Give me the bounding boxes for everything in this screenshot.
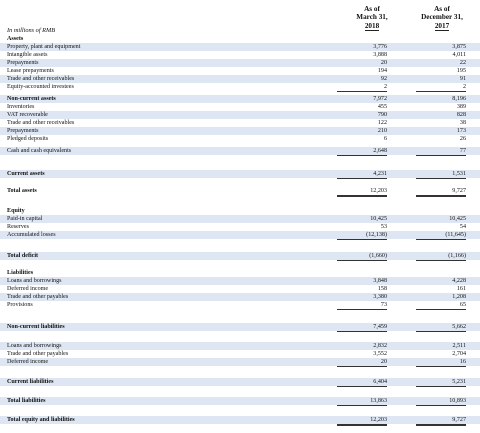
value-december-2017: 22: [459, 60, 466, 66]
row-label: Trade and other receivables: [7, 76, 75, 82]
value-march-2018: (1,660): [337, 252, 387, 261]
value-december-2017: 77: [416, 147, 466, 156]
value-december-2017: 4,011: [452, 52, 466, 58]
value-march-2018: 73: [337, 301, 387, 310]
table-row: [0, 342, 480, 350]
col2-line3: 2017: [434, 21, 450, 30]
row-label: Cash and cash equivalents: [7, 148, 72, 154]
table-row: [0, 59, 480, 67]
table-row: [0, 223, 480, 231]
value-march-2018: 3,380: [373, 294, 387, 300]
table-row: [0, 67, 480, 75]
row-label: Current assets: [7, 171, 45, 177]
value-march-2018: 158: [377, 286, 387, 292]
row-label: Intangible assets: [7, 52, 48, 58]
row-label: Loans and borrowings: [7, 343, 62, 349]
row-label: Liabilities: [7, 270, 34, 276]
value-december-2017: 195: [456, 68, 466, 74]
table-row: [0, 187, 480, 195]
table-row: [0, 293, 480, 301]
value-december-2017: (11,645): [416, 231, 466, 240]
value-march-2018: 3,776: [373, 44, 387, 50]
value-december-2017: 16: [416, 358, 466, 367]
value-march-2018: 4,231: [337, 170, 387, 179]
table-row: [0, 378, 480, 386]
value-march-2018: 12,203: [337, 416, 387, 426]
table-row: [0, 83, 480, 91]
value-march-2018: 2: [337, 83, 387, 92]
row-label: Trade and other payables: [7, 294, 69, 300]
row-label: Current liabilities: [7, 379, 54, 385]
row-label: Trade and other payables: [7, 351, 69, 357]
row-label: Equity-accounted investees: [7, 84, 74, 90]
row-label: Prepayments: [7, 128, 39, 134]
table-row: [0, 75, 480, 83]
value-december-2017: 9,727: [416, 187, 466, 197]
col2-line2: December 31,: [421, 13, 463, 22]
row-label: Deferred income: [7, 359, 49, 365]
value-march-2018: 20: [337, 358, 387, 367]
value-december-2017: 1,208: [452, 294, 466, 300]
value-december-2017: 26: [459, 136, 466, 142]
value-december-2017: 10,893: [416, 397, 466, 406]
table-row: [0, 207, 480, 215]
value-march-2018: 455: [377, 104, 387, 110]
col1-line3: 2018: [364, 21, 380, 30]
value-march-2018: 2,832: [373, 343, 387, 349]
table-row: [0, 269, 480, 277]
col1-line2: March 31,: [356, 13, 388, 22]
row-label: VAT recoverable: [7, 112, 48, 118]
value-march-2018: 7,972: [373, 96, 387, 102]
value-march-2018: 6,404: [337, 378, 387, 387]
row-label: Total equity and liabilities: [7, 417, 75, 423]
table-row: [0, 147, 480, 155]
value-december-2017: 4,228: [452, 278, 466, 284]
row-label: Deferred income: [7, 286, 49, 292]
table-row: [0, 397, 480, 405]
row-label: Paid-in capital: [7, 216, 43, 222]
value-december-2017: 2: [416, 83, 466, 92]
value-december-2017: 173: [456, 128, 466, 134]
value-december-2017: 3,875: [452, 44, 466, 50]
value-march-2018: 194: [377, 68, 387, 74]
table-row: [0, 285, 480, 293]
table-row: [0, 252, 480, 260]
value-december-2017: 1,531: [416, 170, 466, 179]
table-row: [0, 111, 480, 119]
value-march-2018: 53: [380, 224, 387, 230]
col1-line1: As of: [364, 5, 380, 13]
table-row: [0, 103, 480, 111]
table-row: [0, 277, 480, 285]
value-december-2017: (1,166): [416, 252, 466, 261]
table-row: [0, 231, 480, 239]
row-label: Total assets: [7, 188, 37, 194]
table-row: [0, 358, 480, 366]
value-march-2018: 3,888: [373, 52, 387, 58]
col2-line1: As of: [434, 5, 450, 13]
table-row: [0, 350, 480, 358]
value-march-2018: 790: [377, 112, 387, 118]
value-december-2017: 8,196: [452, 96, 466, 102]
table-row: [0, 323, 480, 331]
row-label: Pledged deposits: [7, 136, 49, 142]
table-row: [0, 35, 480, 43]
table-row: [0, 119, 480, 127]
value-march-2018: 20: [380, 60, 387, 66]
value-march-2018: 210: [377, 128, 387, 134]
value-december-2017: 38: [459, 120, 466, 126]
value-december-2017: 161: [456, 286, 466, 292]
value-december-2017: 2,704: [452, 351, 466, 357]
row-label: Property, plant and equipment: [7, 44, 81, 50]
row-label: Reserves: [7, 224, 29, 230]
table-row: [0, 416, 480, 424]
value-december-2017: 10,425: [449, 216, 466, 222]
value-march-2018: 6: [383, 136, 387, 142]
table-row: [0, 301, 480, 309]
row-label: Assets: [7, 36, 24, 42]
row-label: Non-current assets: [7, 96, 56, 102]
table-row: [0, 127, 480, 135]
row-label: Provisions: [7, 302, 33, 308]
column-header-december-2017: [412, 5, 472, 31]
value-december-2017: 9,727: [416, 416, 466, 426]
row-label: Total liabilities: [7, 398, 46, 404]
value-march-2018: 12,203: [337, 187, 387, 197]
row-label: Inventories: [7, 104, 35, 110]
value-march-2018: 3,552: [373, 351, 387, 357]
table-row: [0, 95, 480, 103]
value-march-2018: (12,138): [337, 231, 387, 240]
row-label: Loans and borrowings: [7, 278, 62, 284]
table-row: [0, 43, 480, 51]
column-header-march-2018: [342, 5, 402, 31]
value-december-2017: 5,231: [416, 378, 466, 387]
table-row: [0, 51, 480, 59]
row-label: Prepayments: [7, 60, 39, 66]
value-december-2017: 2,511: [452, 343, 466, 349]
value-december-2017: 54: [459, 224, 466, 230]
row-label: Equity: [7, 208, 25, 214]
row-label: Total deficit: [7, 253, 39, 259]
value-march-2018: 7,459: [337, 323, 387, 332]
units-note: In millions of RMB: [7, 27, 56, 34]
value-march-2018: 3,848: [373, 278, 387, 284]
value-march-2018: 13,863: [337, 397, 387, 406]
value-december-2017: 389: [456, 104, 466, 110]
value-december-2017: 828: [456, 112, 466, 118]
row-label: Trade and other receivables: [7, 120, 75, 126]
value-march-2018: 122: [377, 120, 387, 126]
value-march-2018: 2,648: [337, 147, 387, 156]
value-december-2017: 91: [459, 76, 466, 82]
table-row: [0, 215, 480, 223]
value-december-2017: 65: [416, 301, 466, 310]
row-label: Accumulated losses: [7, 232, 56, 238]
table-row: [0, 170, 480, 178]
value-december-2017: 5,662: [416, 323, 466, 332]
value-march-2018: 92: [380, 76, 387, 82]
row-label: Lease prepayments: [7, 68, 54, 74]
value-march-2018: 10,425: [370, 216, 387, 222]
row-label: Non-current liabilities: [7, 324, 65, 330]
table-row: [0, 135, 480, 143]
